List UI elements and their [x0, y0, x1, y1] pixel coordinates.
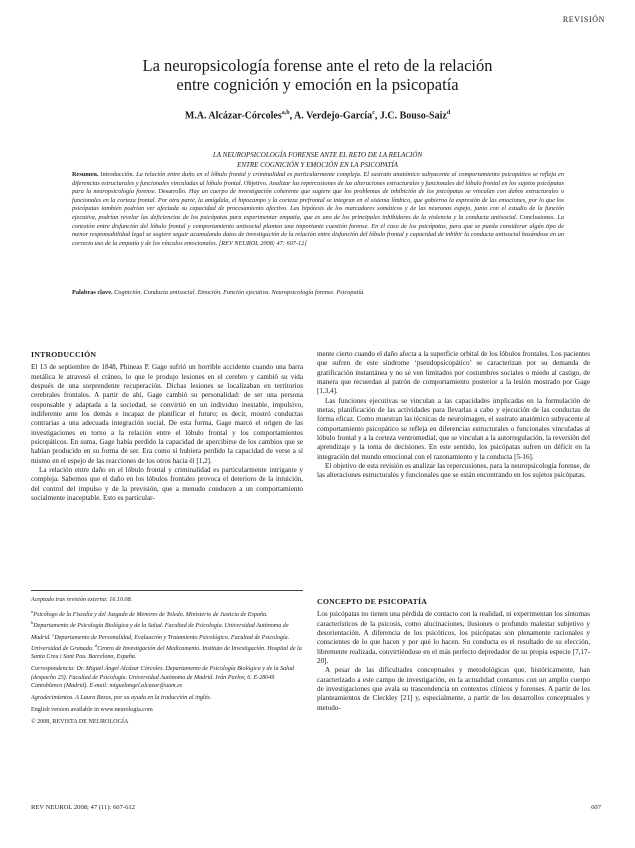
- spanish-title-line: LA NEUROPSICOLOGÍA FORENSE ANTE EL RETO DE LA RELACIÓN: [212, 151, 423, 159]
- journal-reference: REV NEUROL 2008; 47 (11): 607-612: [31, 804, 135, 811]
- correspondence: Correspondencia: Dr. Miguel Ángel Alcázar Córcoles. Departamento de Psicología Biológica y de la Salud (despacho 23). Facultad de Psicología. Universidad Autónoma de Madrid. Iván Pavlov, 6. E-28049 Cantoblanco (Madrid). E-mail: miguelangel.alcazar@uam.es: [31, 666, 294, 689]
- keywords-text: Cognición. Conducta antisocial. Emoción. Función ejecutiva. Neuropsicología forense. Psicopatía.: [114, 289, 365, 296]
- affiliation-mark: c: [52, 631, 55, 637]
- author-name: A. Verdejo-García: [294, 110, 373, 122]
- concept-section: [317, 597, 590, 713]
- intro-paragraph-continued: mente cierto cuando el daño afecta a la superficie orbital de los lóbulos frontales. Los pacientes que sufren de este síndrome ‘pseudopsicopático’ se caracterizan por su demanda de gratificación instantánea y no se ven limitados por costumbres sociales o miedo al castigo, de manera que recuerdan al patrón de comportamiento posterior a la lesión mostrado por Gage [1,3,4].: [317, 350, 590, 396]
- affiliation-mark: d: [94, 642, 98, 648]
- keywords-label: Palabras clave.: [72, 289, 113, 296]
- affiliation-text: Departamento de Personalidad, Evaluación y Tratamiento Psicológico. Facultad de Psicología. Universidad de Granada.: [31, 634, 290, 652]
- footnotes: [31, 596, 303, 731]
- abstract-conclusions-label: Conclusiones.: [519, 213, 556, 221]
- abstract-conclusions-text: La conexión entre disfunción del lóbulo frontal y comportamiento antisocial plantea una importante cuestión forense. En el caso de los psicópatas, para que se pueda considerar algún tipo de menor responsabilidad legal se sugiere seguir acumulando datos de investigación de la relación entre disfunción del lóbulo frontal y capacidad de inhibir la conducta antisocial basándose en un correcto uso de la empatía y de los vínculos emocionales.: [72, 213, 564, 247]
- article-title: [60, 56, 575, 94]
- intro-heading: INTRODUCCIÓN: [31, 350, 97, 359]
- spanish-title: [60, 151, 575, 170]
- intro-paragraph: El 13 de septiembre de 1848, Phineas P. Gage sufrió un horrible accidente cuando una barra metálica le atravesó el cráneo, lo que le produjo lesiones en el cerebro y cambió su vida después de una sorprendente recuperación. Dichas lesiones se localizaban en territorios cerebrales frontales. A partir de ahí, Gage cambió su personalidad: de ser una persona responsable y adaptada a la sociedad, se convirtió en un individuo inestable, impulsivo, indiferente ante los demás e incapaz de planificar el futuro; es decir, mostró conductas contrarias a una adecuada integración social. De esta forma, Gage marcó el origen de las investigaciones en torno a la relación entre el lóbulo frontal y los comportamientos psicopáticos. En suma, Gage había perdido la capacidad de apercibirse de los cambios que se habían producido en su forma de ser. Era como si hubiera perdido la capacidad de verse a sí mismo en el espejo de las reacciones de los otros hacia él [1,2].: [31, 363, 303, 465]
- abstract-aim-text: Analizar las repercusiones de las alteraciones estructurales y funcionales del lóbulo frontal en los sujetos psicópatas para la neuropsicología forense.: [72, 179, 564, 196]
- abstract-aim-label: Objetivo.: [243, 179, 268, 187]
- accepted-date: Aceptado tras revisión externa: 16.10.08.: [31, 597, 133, 603]
- author-affiliation-mark: c: [372, 110, 375, 116]
- concept-paragraph: A pesar de las dificultades conceptuales y metodológicas que, históricamente, han caracterizado a este campo de investigación, en la actualidad contamos con un amplio cuerpo de investigaciones que avala su trascendencia en contextos clínicos y forenses. A partir de los planteamientos de Cleckley [21] y, especialmente, a partir de los desarrollos conceptuales y metodo-: [317, 666, 590, 712]
- affiliation-text: Psicólogo de la Fiscalía y del Juzgado de Menores de Toledo. Ministerio de Justicia de España.: [33, 612, 268, 619]
- abstract-citation: [REV NEUROL 2008; 47: 607-12]: [218, 239, 307, 247]
- affiliation-mark: b: [31, 620, 34, 626]
- author-affiliation-mark: a,b: [281, 110, 290, 116]
- footnote-divider: [31, 590, 303, 591]
- author-separator: ,: [289, 110, 295, 122]
- concept-heading: CONCEPTO DE PSICOPATÍA: [317, 597, 428, 606]
- intro-column-right: [317, 350, 590, 481]
- intro-paragraph: La relación entre daño en el lóbulo frontal y criminalidad es particularmente intrigante y compleja. Sabemos que el daño en los lóbulos frontales provoca el deterioro de la intuición, del control del impulso y de la previsión, que a menudo conducen a un comportamiento socialmente inaceptable. Esto es particular-: [31, 466, 303, 503]
- page-number: 607: [591, 804, 601, 811]
- english-version-note: English version available in www.neurologia.com: [31, 707, 153, 714]
- affiliations: [31, 608, 303, 661]
- copyright: © 2008, REVISTA DE NEUROLOGÍA: [31, 719, 129, 726]
- author-affiliation-mark: d: [446, 110, 451, 116]
- title-line: entre cognición y emoción en la psicopatía: [176, 75, 459, 94]
- affiliation-text: Centro de Investigación del Medicamento. Instituto de Investigación. Hospital de la Santa Creu i Sant Pau. Barcelona, España.: [31, 645, 302, 661]
- intro-column-left: [31, 350, 303, 504]
- abstract: [72, 171, 564, 248]
- affiliation-text: Departamento de Psicología Biológica y de la Salud. Facultad de Psicología. Universidad Autónoma de Madrid.: [31, 623, 289, 641]
- author-list: [60, 110, 575, 121]
- intro-paragraph: Las funciones ejecutivas se vinculan a las capacidades implicadas en la formulación de metas, planificación de las actividades para llevarlas a cabo y ejecución de las conductas de forma eficaz. Como muestran las técnicas de neuroimagen, el sustrato anatómico subyacente al comportamiento psicopático se refleja en diferencias estructurales o funcionales vinculadas al lóbulo frontal y a la corteza ventromedial, que se vinculan a la autorregulación, la reversión del aprendizaje y la toma de decisiones. En este sentido, los psicópatas sufren un déficit en la integración del mundo emocional con el razonamiento y la conducta [5-16].: [317, 396, 590, 461]
- abstract-intro-label: Introducción.: [100, 171, 135, 178]
- abstract-intro-text: La relación entre daño en el lóbulo frontal y criminalidad es particularmente compleja. El sustrato anatómico subyacente al comportamiento psicopático se refleja en diferencias estructurales y funcionales vinculadas al lóbulo frontal.: [72, 171, 564, 187]
- affiliation-mark: a: [31, 609, 34, 615]
- title-line: La neuropsicología forense ante el reto de la relación: [142, 56, 493, 75]
- concept-paragraph: Los psicópatas no tienen una pérdida de contacto con la realidad, ni experimentan los síntomas característicos de la psicosis, como alucinaciones, ilusiones o profundo malestar subjetivo y desorientación. A diferencia de los psicóticos, los psicópatas son plenamente racionales y conscientes de lo que hacen y por qué lo hacen. Su conducta es el resultado de su elección, libremente realizada, convirtiéndose en el más perfecto depredador de su propia especie [7,17-20].: [317, 610, 590, 666]
- author-name: J.C. Bouso-Saiz: [379, 110, 447, 122]
- keywords: [72, 289, 564, 298]
- acknowledgements: Agradecimientos. A Laura Bezos, por su ayuda en la traducción al inglés.: [31, 694, 212, 701]
- abstract-label: Resumen.: [72, 171, 99, 178]
- author-name: M.A. Alcázar-Córcoles: [184, 110, 282, 122]
- spanish-title-line: ENTRE COGNICIÓN Y EMOCIÓN EN LA PSICOPATÍA: [237, 160, 398, 169]
- abstract-development-label: Desarrollo.: [158, 188, 187, 196]
- abstract-development-text: Hay un cuerpo de investigación coherente que sugiere que los problemas de inhibición de los psicópatas se vinculan con daños estructurales o funcionales en la corteza frontal. Por otra parte, la amígdala, el hipocampo y la corteza prefrontal se integran en el sistema límbico, que gobierna la expresión de las emociones, por lo que los psicópatas también podrían ver afectada su capacidad de procesamiento afectivo. Las hipótesis de los marcadores somáticos y de las neuronas espejo, junto con el estudio de la función ejecutiva, podrían revelar las deficiencias de los psicópatas para experimentar empatía, que es uno de los principales inhibidores de la violencia y la conducta antisocial.: [72, 188, 564, 221]
- author-separator: ,: [374, 110, 380, 122]
- section-label: REVISIÓN: [562, 15, 605, 24]
- intro-paragraph: El objetivo de esta revisión es analizar las repercusiones, para la neuropsicología forense, de las alteraciones estructurales y funcionales que se están encontrando en los sujetos psicópatas.: [317, 462, 590, 480]
